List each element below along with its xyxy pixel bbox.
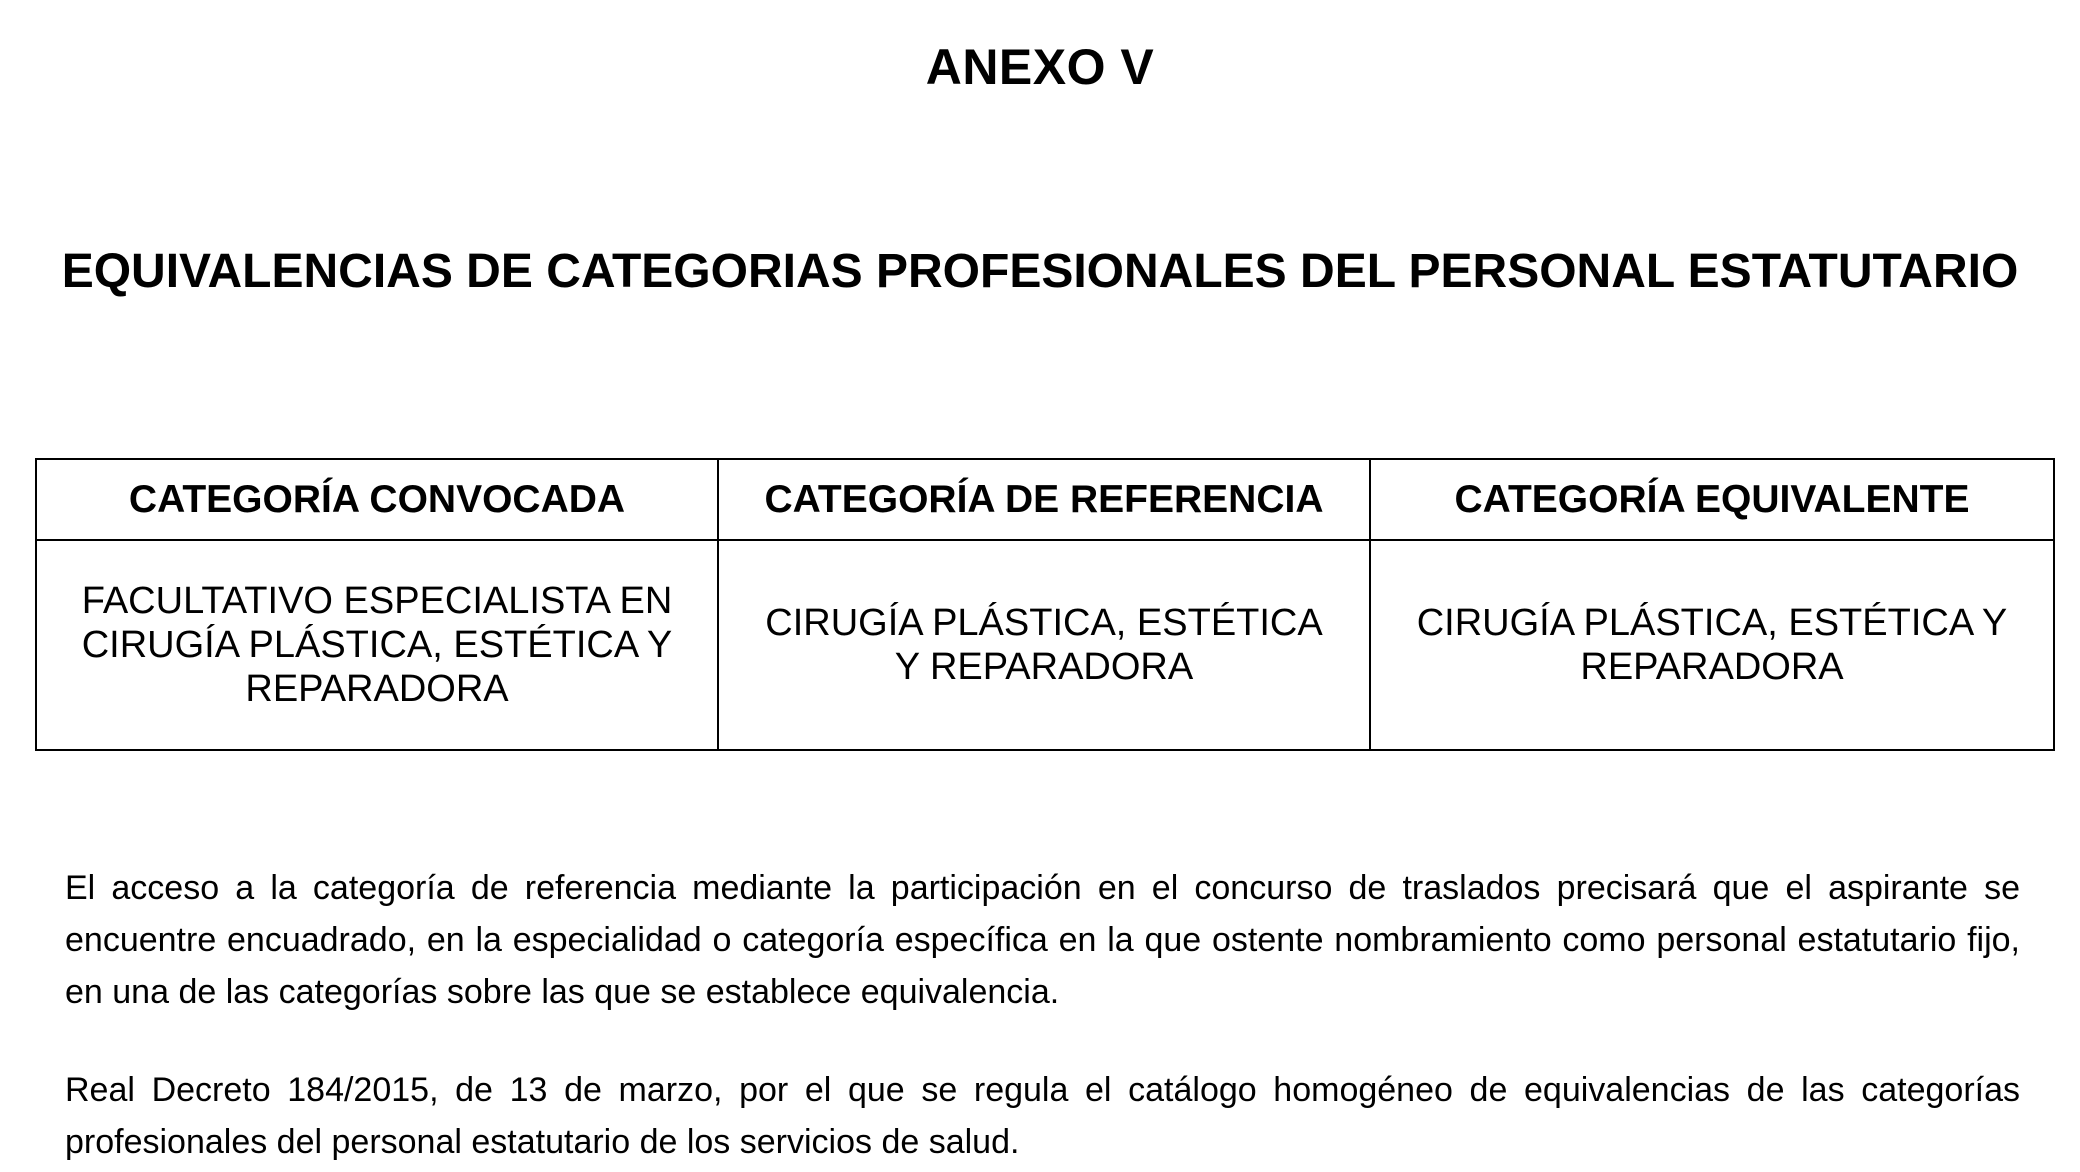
legal-reference-paragraph: Real Decreto 184/2015, de 13 de marzo, por el que se regula el catálogo homogéneo de equivalencias de las categorías profesionales del personal estatutario de los servicios de salud. [65,1071,2020,1161]
annex-title: ANEXO V [925,39,1155,95]
header-categoria-equivalente: CATEGORÍA EQUIVALENTE [1370,459,2054,540]
table-header-row [36,459,2054,540]
cell-categoria-equivalente: CIRUGÍA PLÁSTICA, ESTÉTICA Y REPARADORA [1370,540,2054,750]
header-categoria-referencia: CATEGORÍA DE REFERENCIA [718,459,1370,540]
equivalences-table [35,458,2055,751]
header-categoria-convocada: CATEGORÍA CONVOCADA [36,459,718,540]
access-paragraph: El acceso a la categoría de referencia mediante la participación en el concurso de traslados precisará que el aspirante se encuentre encuadrado, en la especialidad o categoría específica en la que ostente nombramiento como personal estatutario fijo, en una de las categorías sobre las que se establece equivalencia. [65,869,2020,1011]
cell-categoria-convocada: FACULTATIVO ESPECIALISTA EN CIRUGÍA PLÁSTICA, ESTÉTICA Y REPARADORA [36,540,718,750]
document-title: EQUIVALENCIAS DE CATEGORIAS PROFESIONALES DEL PERSONAL ESTATUTARIO [61,245,2019,298]
table-row [36,540,2054,750]
cell-categoria-referencia: CIRUGÍA PLÁSTICA, ESTÉTICA Y REPARADORA [718,540,1370,750]
